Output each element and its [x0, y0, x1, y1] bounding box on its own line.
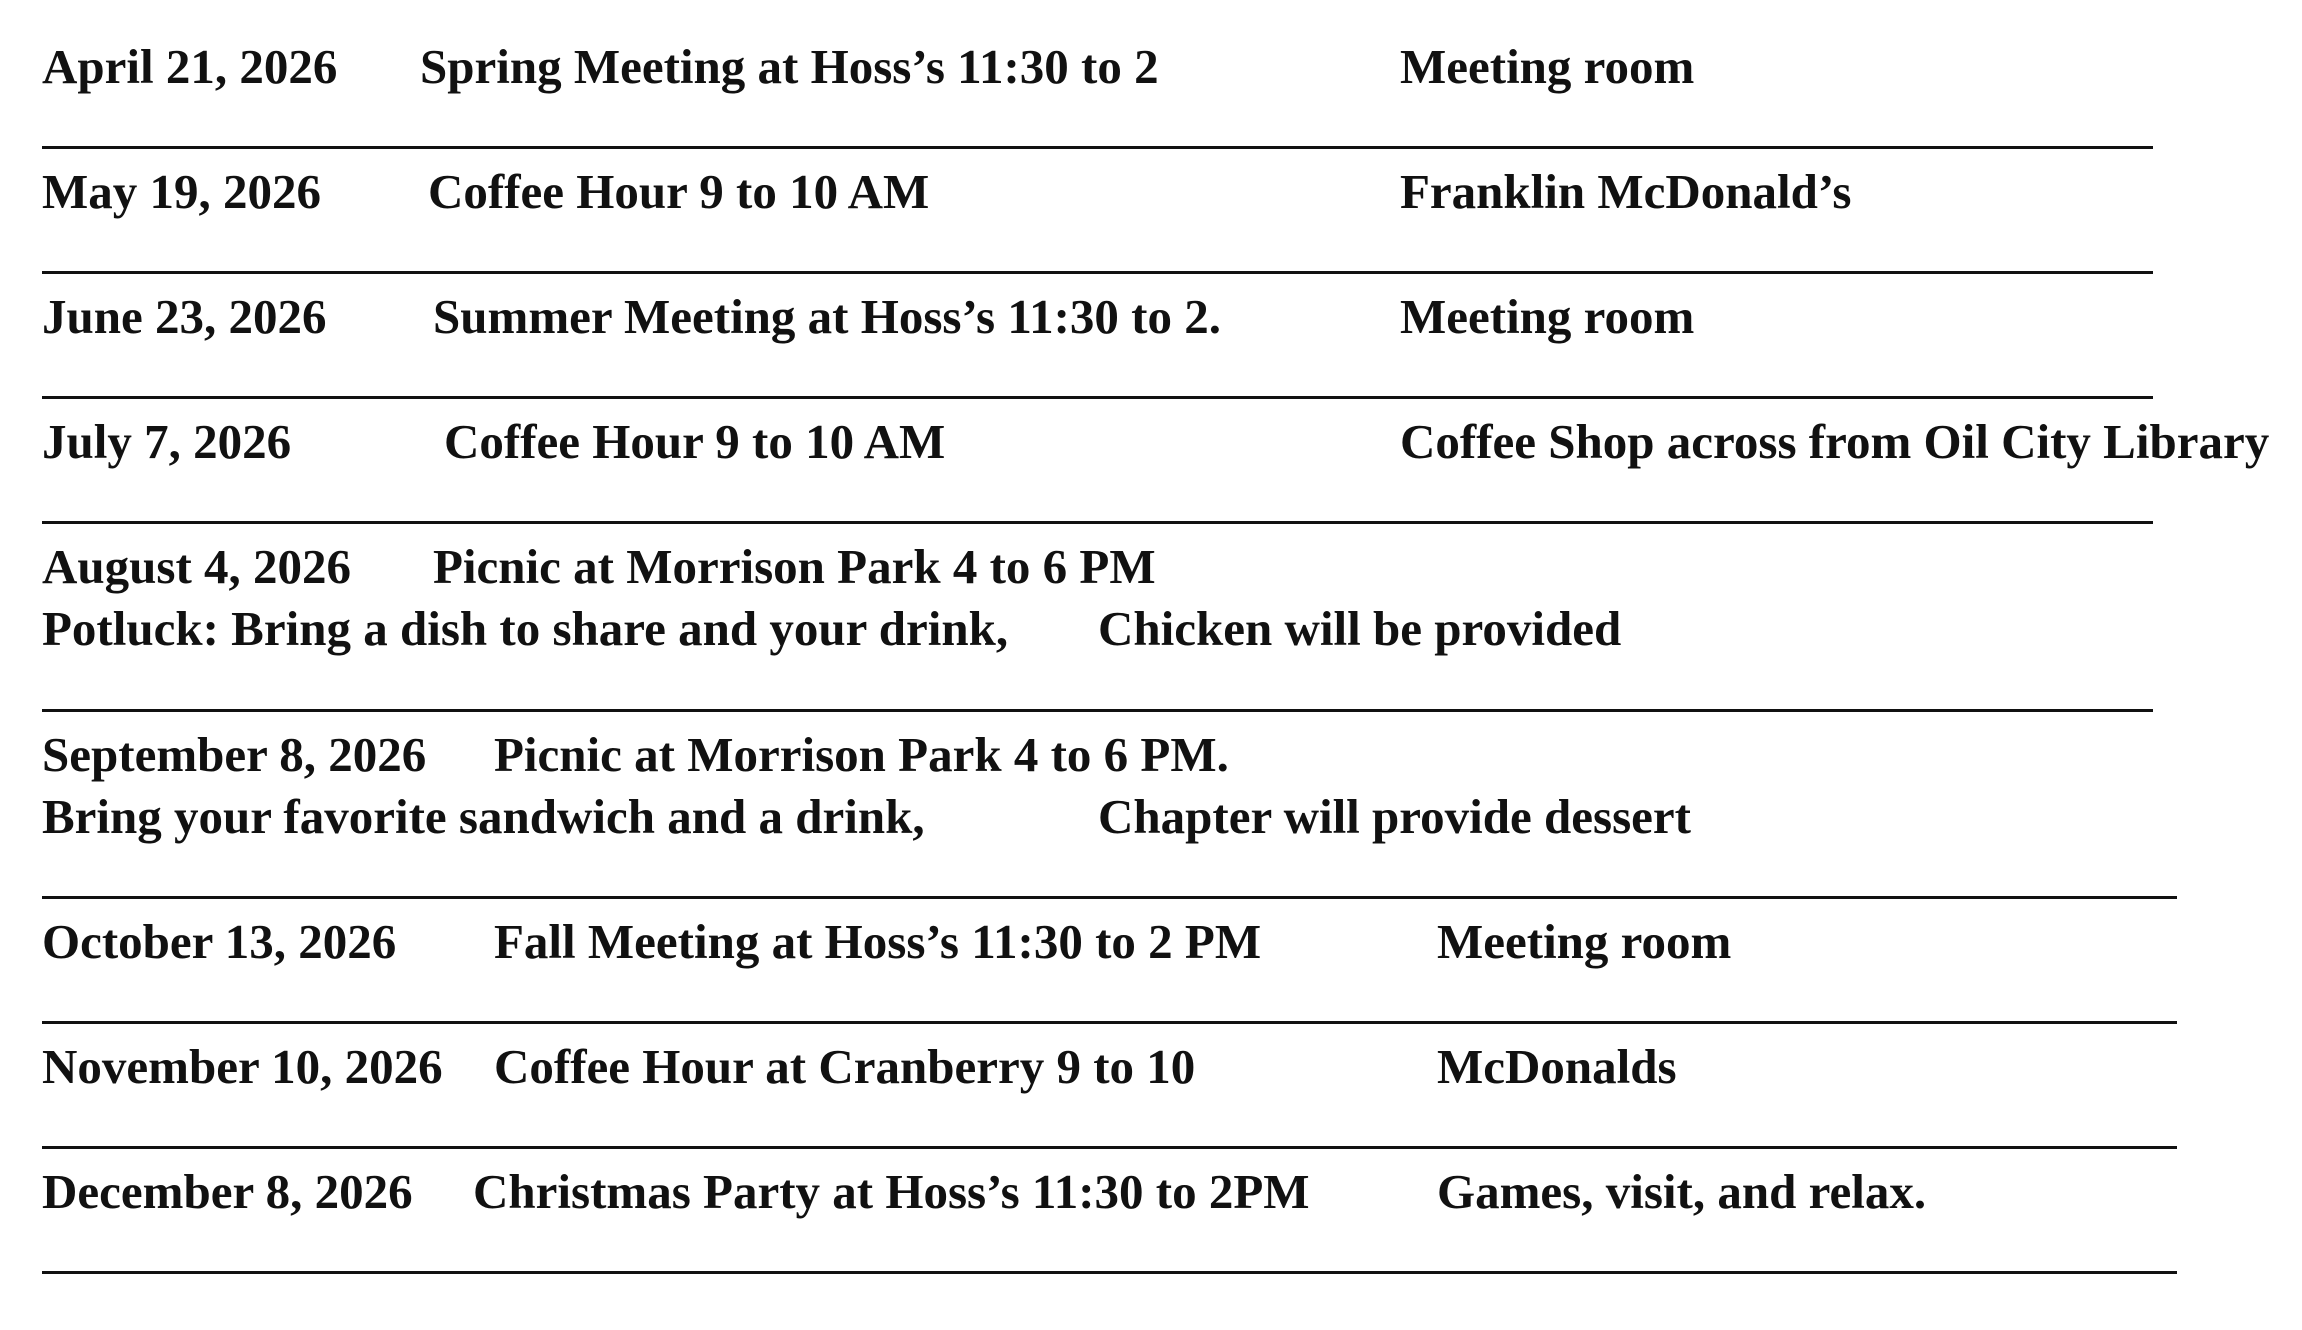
event-date: June 23, 2026	[42, 289, 327, 344]
event-description: Summer Meeting at Hoss’s 11:30 to 2.	[433, 289, 1221, 344]
event-description: Coffee Hour at Cranberry 9 to 10	[494, 1039, 1196, 1094]
divider-line	[42, 896, 2177, 899]
event-location: Meeting room	[1400, 39, 1695, 94]
divider-line	[42, 396, 2153, 399]
event-note-extra: Chicken will be provided	[1098, 601, 1622, 656]
event-date: October 13, 2026	[42, 914, 397, 969]
event-description: Coffee Hour 9 to 10 AM	[444, 414, 946, 469]
event-description: Fall Meeting at Hoss’s 11:30 to 2 PM	[494, 914, 1262, 969]
event-date: April 21, 2026	[42, 39, 338, 94]
event-date: July 7, 2026	[42, 414, 292, 469]
event-location: Meeting room	[1437, 914, 1732, 969]
event-date: December 8, 2026	[42, 1164, 413, 1219]
divider-line	[42, 1146, 2177, 1149]
divider-line	[42, 1271, 2177, 1274]
event-note: Bring your favorite sandwich and a drink,	[42, 789, 925, 844]
event-date: September 8, 2026	[42, 727, 427, 782]
event-description: Spring Meeting at Hoss’s 11:30 to 2	[420, 39, 1159, 94]
event-location: Games, visit, and relax.	[1437, 1164, 1927, 1219]
event-location: Meeting room	[1400, 289, 1695, 344]
divider-line	[42, 146, 2153, 149]
divider-line	[42, 271, 2153, 274]
event-description: Picnic at Morrison Park 4 to 6 PM.	[494, 727, 1229, 782]
event-note: Potluck: Bring a dish to share and your drink,	[42, 601, 1009, 656]
event-description: Picnic at Morrison Park 4 to 6 PM	[433, 539, 1156, 594]
event-location: Coffee Shop across from Oil City Library	[1400, 414, 2270, 469]
event-date: May 19, 2026	[42, 164, 321, 219]
event-description: Coffee Hour 9 to 10 AM	[428, 164, 930, 219]
event-description: Christmas Party at Hoss’s 11:30 to 2PM	[473, 1164, 1310, 1219]
event-location: McDonalds	[1437, 1039, 1677, 1094]
event-date: November 10, 2026	[42, 1039, 443, 1094]
divider-line	[42, 521, 2153, 524]
event-location: Franklin McDonald’s	[1400, 164, 1852, 219]
divider-line	[42, 1021, 2177, 1024]
divider-line	[42, 709, 2153, 712]
event-note-extra: Chapter will provide dessert	[1098, 789, 1691, 844]
event-date: August 4, 2026	[42, 539, 352, 594]
